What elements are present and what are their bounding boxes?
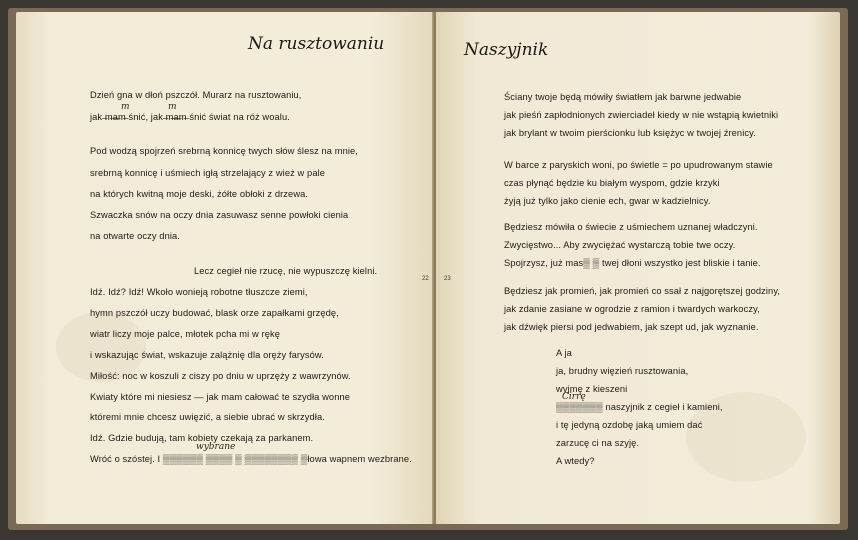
poem-line: Szwaczka snów na oczy dnia zasuwasz senne powłoki cienia <box>90 210 349 220</box>
margin-annotation: m <box>168 102 177 112</box>
poem-line: ja, brudny więzień rusztowania, <box>556 366 689 376</box>
right-handwritten-title: Naszyjnik <box>464 40 549 60</box>
margin-annotation: Cirrę <box>562 392 586 402</box>
poem-line: W barce z paryskich woni, po świetle = po upudrowanym stawie <box>504 160 773 170</box>
poem-line: Będziesz jak promień, jak promień co ssał z najgorętszej godziny, <box>504 286 781 296</box>
poem-line: jak brylant w twoim pierścionku lub księżyc w twojej źrenicy. <box>504 128 756 138</box>
left-page-number: 22 <box>422 276 429 282</box>
poem-line: Idź. Gdzie budują, tam kobiety czekają za parkanem. <box>90 433 314 443</box>
poem-line: wiatr liczy moje palce, młotek pcha mi w rękę <box>90 329 280 339</box>
poem-line: zarzucę ci na szyję. <box>556 438 640 448</box>
poem-line: Będziesz mówiła o świecie z uśmiechem uznanej władczyni. <box>504 222 758 232</box>
poem-line: Ściany twoje będą mówiły światłem jak barwne jedwabie <box>504 92 742 102</box>
poem-line: wyjmę z kieszeni <box>556 384 628 394</box>
poem-line: jak zdanie zasiane w ogrodzie z ramion i twardych warkoczy, <box>504 304 760 314</box>
poem-line: na których kwitną moje deski, żółte obłoki z drzewa. <box>90 189 309 199</box>
poem-line: i wskazując świat, wskazuje zalążnię dla oręży farysów. <box>90 350 324 360</box>
poem-line: Idź. Idź? Idź! Wkoło wonieją robotne tłuszcze ziemi, <box>90 287 308 297</box>
poem-line: któremi mnie chcesz uwięzić, a siebie ubrać w skrzydła. <box>90 412 325 422</box>
right-page <box>436 12 840 524</box>
poem-line: Pod wodzą spojrzeń srebrną konnicę twych słów ślesz na mnie, <box>90 146 358 156</box>
poem-line: hymn pszczół uczy budować, blask orze zapałkami grzędę, <box>90 308 339 318</box>
poem-line: ▒▒▒▒▒▒▒ naszyjnik z cegieł i kamieni, <box>556 402 723 412</box>
poem-line: Zwycięstwo... Aby zwyciężać wystarczą tobie twe oczy. <box>504 240 736 250</box>
poem-line: A ja <box>556 348 572 358</box>
poem-line: srebrną konnicę i uśmiech igłą strzelający z wież w pale <box>90 168 326 178</box>
open-book <box>8 8 848 530</box>
margin-annotation: wybrane <box>196 442 236 452</box>
poem-line: Lecz cegieł nie rzucę, nie wypuszczę kielni. <box>194 266 378 276</box>
left-handwritten-title: Na rusztowaniu <box>248 34 385 54</box>
poem-line: Spojrzysz, już mas▒ ▒ twej dłoni wszystko jest bliskie i tanie. <box>504 258 761 268</box>
poem-line: jak ̶m̶a̶m̶ śnić, jak ̶m̶a̶m̶ śnić świat na róż woalu. <box>90 112 290 122</box>
poem-line: A wtedy? <box>556 456 595 466</box>
poem-line: Miłość: noc w koszuli z ciszy po dniu w uprzęży z wawrzynów. <box>90 371 351 381</box>
poem-line: i tę jedyną ozdobę jaką umiem dać <box>556 420 703 430</box>
poem-line: Wróć o szóstej. I ▒▒▒▒▒▒ ▒▒▒▒ ▒ ▒▒▒▒▒▒▒▒ ▒łowa wapnem wezbrane. <box>90 454 412 464</box>
poem-line: na otwarte oczy dnia. <box>90 231 180 241</box>
poem-line: żyją już tylko jako cienie ech, gwar w kadzielnicy. <box>504 196 711 206</box>
poem-line: Dzień gna w dłoń pszczół. Murarz na rusztowaniu, <box>90 90 302 100</box>
left-page <box>16 12 434 524</box>
poem-line: jak pieśń zapłodnionych zwierciadeł kiedy w nie wstąpią kwietniki <box>504 110 779 120</box>
right-page-number: 23 <box>444 276 451 282</box>
poem-line: Kwiaty które mi niesiesz — jak mam całować te szydła wonne <box>90 392 351 402</box>
poem-line: jak dźwięk piersi pod jedwabiem, jak szept ud, jak wyznanie. <box>504 322 759 332</box>
margin-annotation: m <box>121 102 130 112</box>
poem-line: czas płynąć będzie ku białym wyspom, gdzie krzyki <box>504 178 720 188</box>
